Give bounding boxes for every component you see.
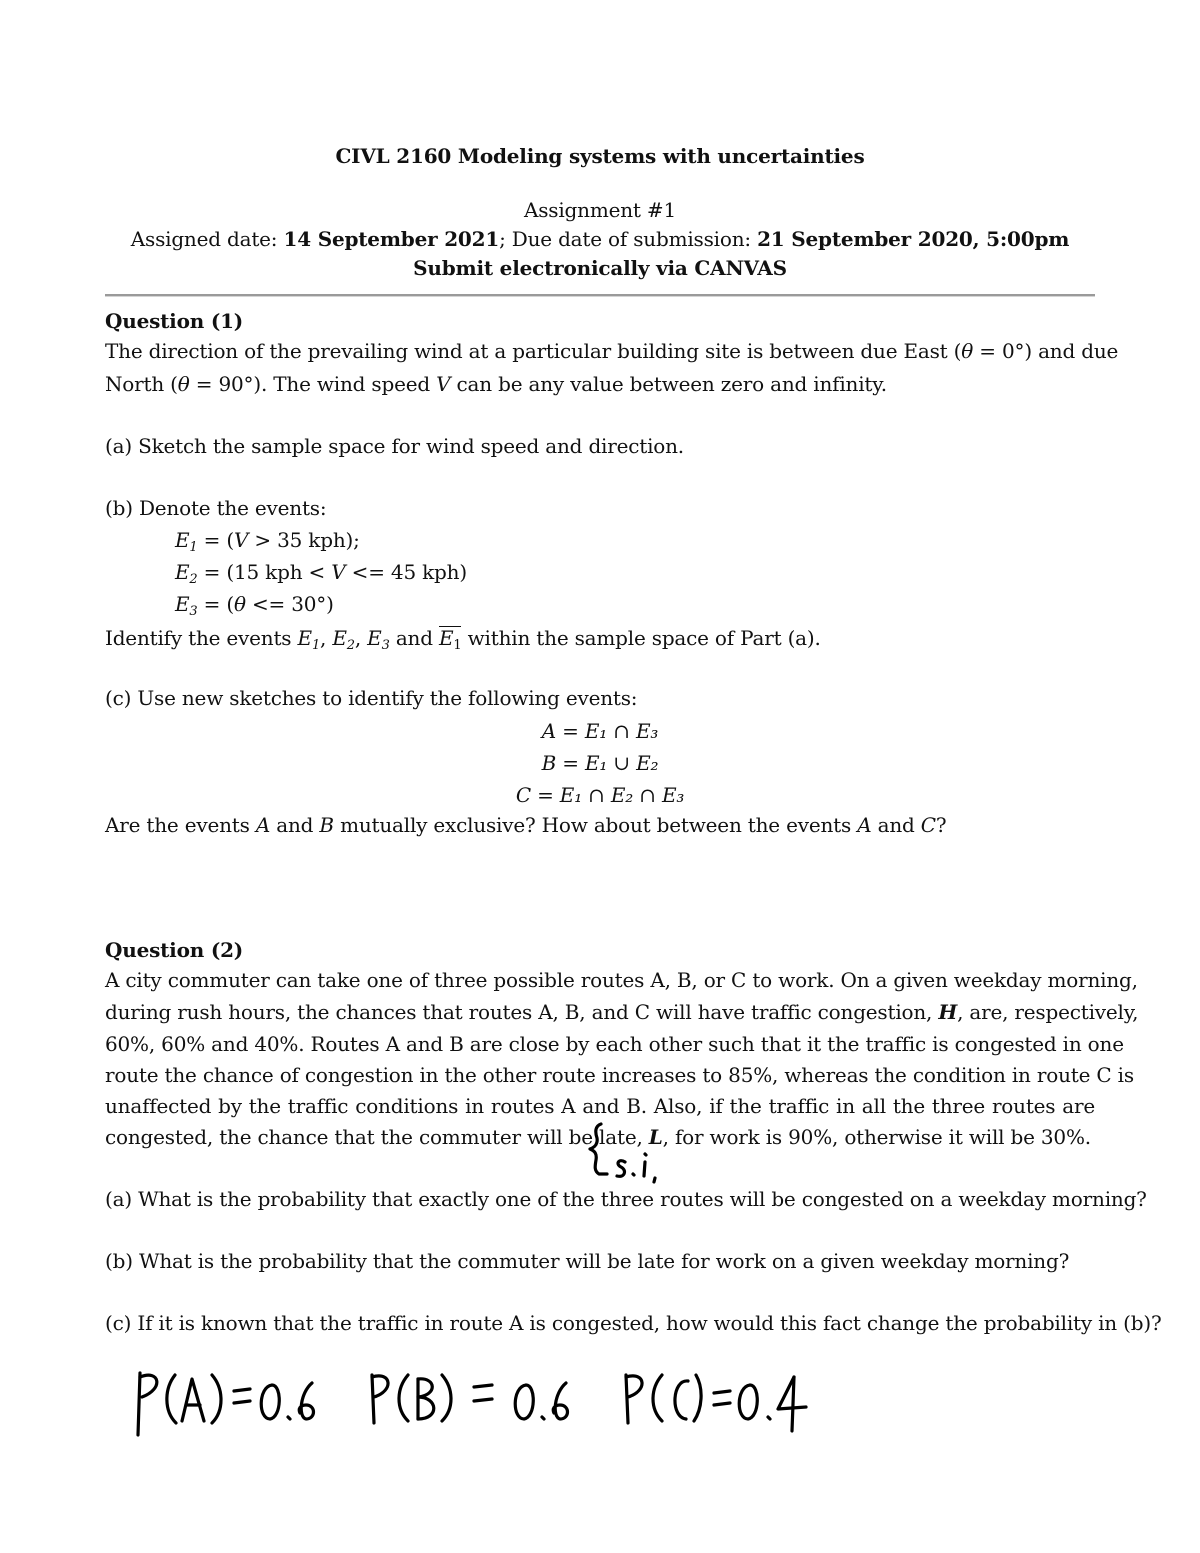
event-def: > 35 kph); [248,528,360,552]
identify-text: Identify the events [105,626,298,650]
q2-body-line: 60%, 60% and 40%. Routes A and B are close by each other such that it the traffic is congested in one [105,1032,1124,1056]
identify-text: and [389,626,439,650]
event-def: = (15 kph < [197,560,332,584]
event-symbol: E [367,626,382,650]
event-symbol: E [175,560,190,584]
q1-intro-text: = 90°). The wind speed [189,372,437,396]
q2-body-line [105,1000,1139,1024]
v-symbol: V [331,560,346,584]
event-symbol: B [319,813,334,837]
assigned-date: 14 September 2021 [283,227,500,251]
q1-intro-line1 [105,339,1119,363]
q2-body-line: route the chance of congestion in the other route increases to 85%, whereas the condition in route C is [105,1063,1134,1087]
late-symbol: L [648,1125,663,1149]
q1-intro-text: = 0°) and due [973,339,1119,363]
set-c-equation: C = E₁ ∩ E₂ ∩ E₃ [515,783,685,807]
event-subscript: 1 [189,540,198,555]
set-b-equation: B = E₁ ∪ E₂ [541,751,659,775]
handwritten-probabilities [130,1365,810,1440]
question-text: Are the events [105,813,256,837]
q1-part-b: (b) Denote the events: [105,496,327,520]
q2-body-line: A city commuter can take one of three possible routes A, B, or C to work. On a given weekday morning, [105,968,1138,992]
event-e1 [175,528,360,555]
event-def: <= 30°) [245,592,334,616]
assigned-label: Assigned date: [130,227,284,251]
event-subscript: 2 [346,638,355,653]
v-symbol: V [436,372,451,396]
assignment-number: Assignment #1 [523,198,676,222]
theta-symbol: θ [961,339,974,363]
event-def: = ( [197,528,234,552]
question-text: ? [935,813,947,837]
q2-part-c: (c) If it is known that the traffic in route A is congested, how would this fact change the probability in (b)? [105,1311,1162,1335]
q1-exclusive-question [105,815,946,835]
q2-part-b: (b) What is the probability that the commuter will be late for work on a given weekday morning? [105,1249,1070,1273]
q1-identify [105,626,821,653]
q2-heading: Question (2) [105,938,244,962]
theta-symbol: θ [177,372,190,396]
due-date: 21 September 2020, 5:00pm [757,227,1070,251]
due-label: ; Due date of submission: [499,227,758,251]
event-subscript: 3 [189,604,198,619]
event-symbol: E [332,626,347,650]
congestion-symbol: H [938,1000,958,1024]
q2-part-a: (a) What is the probability that exactly one of the three routes will be congested on a weekday morning? [105,1187,1147,1211]
q1-intro-line2 [105,374,887,394]
event-subscript: 1 [453,638,462,653]
question-text: mutually exclusive? How about between the events [333,813,858,837]
event-subscript: 1 [311,638,321,653]
v-symbol: V [233,528,249,552]
dates-line [0,229,1200,249]
event-symbol: E [175,528,190,552]
q2-body-text: , for work is 90%, otherwise it will be 30%. [662,1125,1091,1149]
header-divider [105,294,1095,297]
e1-complement [438,626,462,653]
event-subscript: 3 [381,638,390,653]
q1-part-c: (c) Use new sketches to identify the following events: [105,686,638,710]
set-a-equation: A = E₁ ∩ E₃ [541,719,659,743]
identify-text: within the sample space of Part (a). [461,626,821,650]
course-title: CIVL 2160 Modeling systems with uncertainties [335,144,865,168]
submit-note: Submit electronically via CANVAS [413,256,787,280]
event-e2 [175,560,467,587]
event-symbol: A [857,813,872,837]
question-text: and [270,813,320,837]
q1-heading: Question (1) [105,309,244,333]
q1-part-a: (a) Sketch the sample space for wind speed and direction. [105,434,684,458]
identify-text: , [354,626,368,650]
question-text: and [871,813,921,837]
handwritten-margin-note [585,1118,695,1188]
q1-intro-text: The direction of the prevailing wind at a particular building site is between due East ( [105,339,962,363]
event-subscript: 2 [189,572,198,587]
q2-body-line: unaffected by the traffic conditions in routes A and B. Also, if the traffic in all the three routes are [105,1094,1095,1118]
event-symbol: C [920,813,936,837]
event-symbol: E [297,626,312,650]
identify-text: , [320,626,333,650]
event-symbol: E [438,626,454,650]
event-def: = ( [197,592,234,616]
theta-symbol: θ [233,592,246,616]
q1-intro-text: can be any value between zero and infinity. [450,372,887,396]
event-e3 [175,592,334,619]
event-symbol: E [175,592,190,616]
q1-intro-text: North ( [105,372,178,396]
q2-body-text: congested, the chance that the commuter will be late, [105,1125,649,1149]
q2-body-text: , are, respectively, [957,1000,1139,1024]
q2-body-text: during rush hours, the chances that routes A, B, and C will have traffic congestion, [105,1000,939,1024]
event-def: <= 45 kph) [345,560,467,584]
event-symbol: A [255,813,271,837]
